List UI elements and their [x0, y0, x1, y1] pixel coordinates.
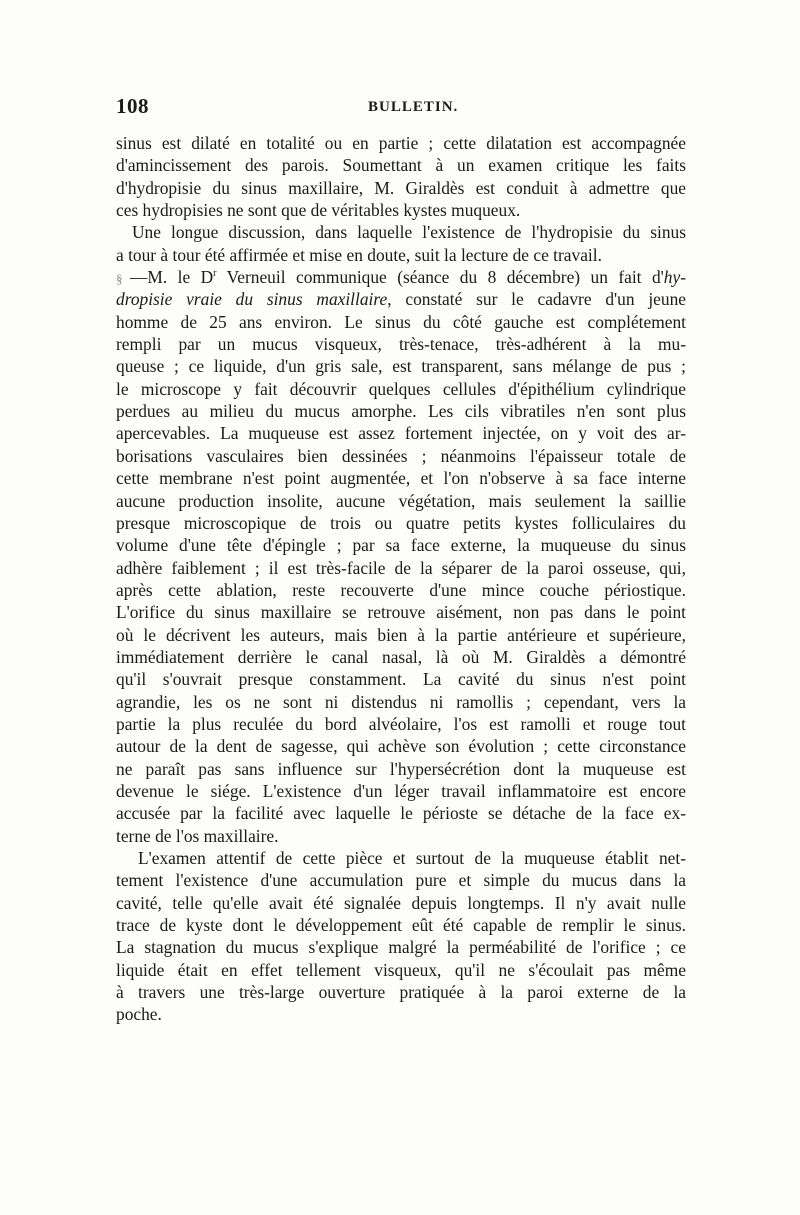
- text-line: queuse ; ce liquide, d'un gris sale, est transparent, sans mélange de pus ;: [116, 356, 686, 377]
- text-line: devenue le siége. L'existence d'un léger travail inflammatoire est encore: [116, 780, 686, 801]
- page-header: [116, 94, 684, 124]
- text-fragment: , constaté sur le cadavre d'un jeune: [387, 289, 686, 310]
- section-mark: §: [116, 271, 123, 287]
- text-line: volume d'une tête d'épingle ; par sa face externe, la muqueuse du sinus: [116, 535, 686, 556]
- text-line: sinus est dilaté en totalité ou en partie ; cette dilatation est accompagnée: [116, 133, 686, 153]
- text-line: borisations vasculaires bien dessinées ; néanmoins l'épaisseur totale de: [116, 445, 686, 466]
- text-fragment: Verneuil communique (séance du 8 décembre) un fait d': [216, 267, 664, 288]
- text-line: homme de 25 ans environ. Le sinus du côté gauche est complétement: [116, 311, 686, 332]
- text-line: agrandie, les os ne sont ni distendus ni ramollis ; cependant, vers la: [116, 691, 686, 712]
- text-line: perdues au milieu du mucus amorphe. Les cils vibratiles n'en sont plus: [116, 401, 686, 422]
- text-line: L'orifice du sinus maxillaire se retrouve aisément, non pas dans le point: [116, 602, 686, 623]
- text-line: après cette ablation, reste recouverte d'une mince couche périostique.: [116, 579, 686, 600]
- text-line: à travers une très-large ouverture pratiquée à la paroi externe de la: [116, 982, 686, 1003]
- text-line: d'amincissement des parois. Soumettant à un examen critique les faits: [116, 155, 686, 176]
- italic-term: hy-: [663, 267, 686, 288]
- text-line: poche.: [116, 1004, 162, 1025]
- body-text: [116, 132, 686, 1026]
- text-line: a tour à tour été affirmée et mise en doute, suit la lecture de ce travail.: [116, 244, 602, 265]
- text-line: d'hydropisie du sinus maxillaire, M. Giraldès est conduit à admettre que: [116, 177, 686, 198]
- running-title: BULLETIN.: [368, 99, 459, 115]
- text-line: L'examen attentif de cette pièce et surtout de la muqueuse établit net-: [138, 848, 686, 868]
- text-line: liquide était en effet tellement visqueux, qu'il ne s'écoulait pas même: [116, 959, 686, 980]
- text-line: aucune production insolite, aucune végétation, mais seulement la saillie: [116, 490, 686, 511]
- text-line: adhère faiblement ; il est très-facile de la séparer de la paroi osseuse, qui,: [116, 557, 686, 578]
- text-line: presque microscopique de trois ou quatre petits kystes folliculaires du: [116, 512, 686, 533]
- text-line: cette membrane n'est point augmentée, et l'on n'observe à sa face interne: [116, 468, 686, 489]
- italic-term: dropisie vraie du sinus maxillaire: [116, 289, 388, 310]
- text-line: partie la plus reculée du bord alvéolaire, l'os est ramolli et rouge tout: [116, 713, 686, 734]
- text-line: rempli par un mucus visqueux, très-tenace, très-adhérent à la mu-: [116, 334, 686, 355]
- text-line: Une longue discussion, dans laquelle l'existence de l'hydropisie du sinus: [132, 222, 686, 243]
- text-line: accusée par la facilité avec laquelle le périoste se détache de la face ex-: [116, 803, 686, 824]
- text-line: immédiatement derrière le canal nasal, là où M. Giraldès a démontré: [116, 646, 686, 667]
- text-line: La stagnation du mucus s'explique malgré la perméabilité de l'orifice ; ce: [116, 937, 686, 958]
- text-line: qu'il s'ouvrait presque constamment. La cavité du sinus n'est point: [116, 669, 686, 690]
- text-line: apercevables. La muqueuse est assez fortement injectée, on y voit des ar-: [116, 423, 686, 444]
- superscript: r: [213, 268, 217, 280]
- text-line: ne paraît pas sans influence sur l'hypersécrétion dont la muqueuse est: [116, 758, 686, 779]
- text-line: où le décrivent les auteurs, mais bien à la partie antérieure et supérieure,: [116, 624, 686, 645]
- text-line: le microscope y fait découvrir quelques cellules d'épithélium cylindrique: [116, 378, 686, 399]
- text-line: [116, 266, 686, 288]
- text-line: autour de la dent de sagesse, qui achève son évolution ; cette circonstance: [116, 736, 686, 757]
- text-fragment: —M. le D: [130, 267, 214, 288]
- text-line: terne de l'os maxillaire.: [116, 825, 279, 846]
- text-line: [116, 288, 686, 310]
- text-line: tement l'existence d'une accumulation pure et simple du mucus dans la: [116, 870, 686, 891]
- text-line: ces hydropisies ne sont que de véritables kystes muqueux.: [116, 200, 521, 221]
- page-number: 108: [116, 94, 149, 118]
- text-line: cavité, telle qu'elle avait été signalée depuis longtemps. Il n'y avait nulle: [116, 892, 686, 913]
- text-line: trace de kyste dont le développement eût été capable de remplir le sinus.: [116, 915, 686, 936]
